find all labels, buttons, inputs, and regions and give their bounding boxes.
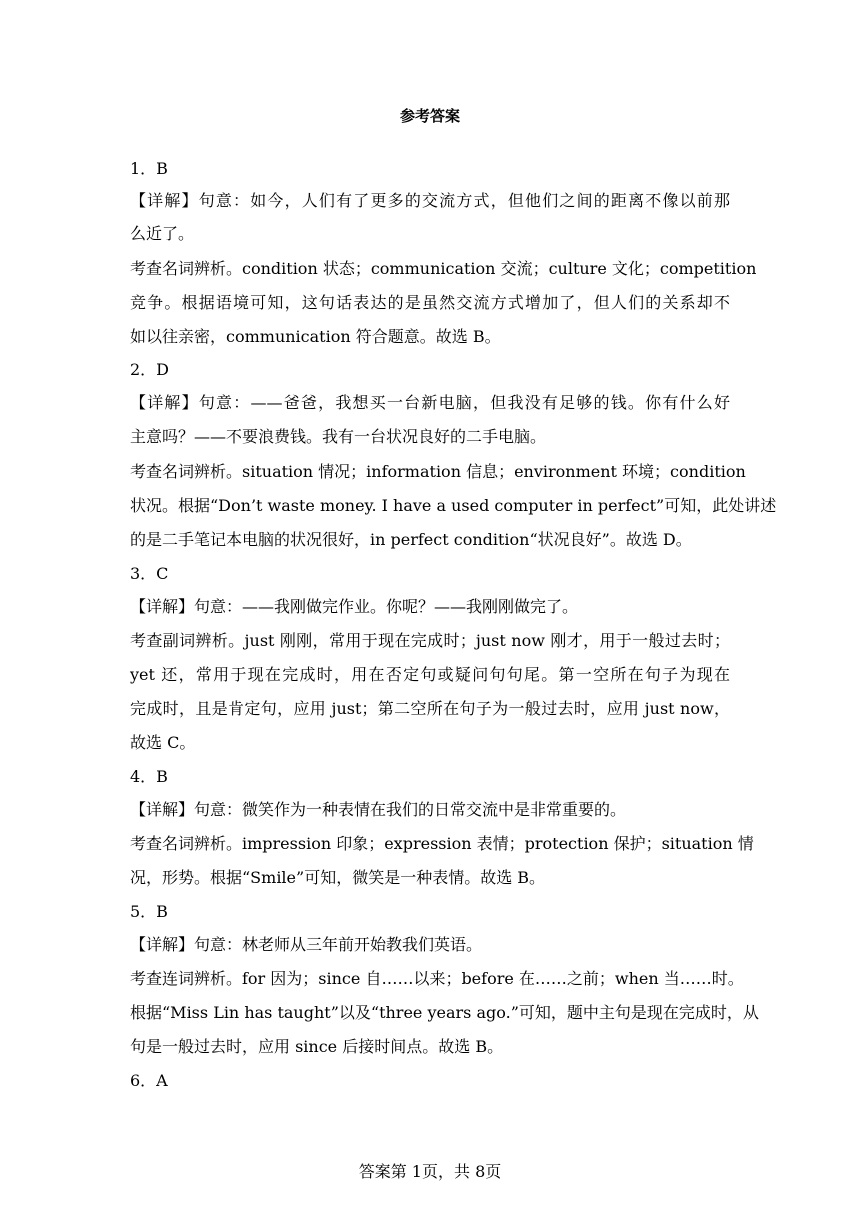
answer-number: 1．B — [130, 159, 168, 178]
answer-number: 3．C — [130, 564, 169, 583]
explanation-line: 考查名词辨析。condition 状态；communication 交流；culture 文化；competition — [130, 259, 757, 278]
explanation-line: 完成时，且是肯定句，应用 just；第二空所在句子为一般过去时，应用 just now， — [130, 699, 730, 718]
page-footer: 答案第 1页，共 8页 — [358, 1162, 502, 1181]
explanation-line: 根据“Miss Lin has taught”以及“three years ago.”可知，题中主句是现在完成时，从 — [130, 1003, 759, 1022]
explanation-line: 考查连词辨析。for 因为；since 自……以来；before 在……之前；when 当……时。 — [130, 969, 744, 988]
explanation-line: 故选 C。 — [130, 733, 196, 752]
explanation-line: 么近了。 — [130, 224, 195, 243]
explanation-line: 主意吗？——不要浪费钱。我有一台状况良好的二手电脑。 — [130, 427, 547, 446]
explanation-line: 的是二手笔记本电脑的状况很好，in perfect condition“状况良好”。故选 D。 — [130, 530, 692, 549]
answer-number: 4．B — [130, 767, 168, 786]
explanation-line: 状况。根据“Don’t waste money. I have a used computer in perfect”可知，此处讲述 — [130, 496, 777, 515]
explanation-line: 【详解】句意：微笑作为一种表情在我们的日常交流中是非常重要的。 — [130, 800, 627, 819]
explanation-line: 【详解】句意：——爸爸，我想买一台新电脑，但我没有足够的钱。你有什么好 — [130, 393, 730, 412]
explanation-line: 【详解】句意：如今，人们有了更多的交流方式，但他们之间的距离不像以前那 — [130, 191, 730, 210]
answer-number: 5．B — [130, 902, 168, 921]
explanation-line: 况，形势。根据“Smile”可知，微笑是一种表情。故选 B。 — [130, 868, 546, 887]
explanation-line: 【详解】句意：——我刚做完作业。你呢？——我刚刚做完了。 — [130, 597, 579, 616]
page-title: 参考答案 — [399, 107, 460, 125]
explanation-line: yet 还，常用于现在完成时，用在否定句或疑问句句尾。第一空所在句子为现在 — [130, 665, 730, 684]
answer-number: 6．A — [130, 1071, 168, 1090]
explanation-line: 竞争。根据语境可知，这句话表达的是虽然交流方式增加了，但人们的关系却不 — [130, 293, 730, 312]
answer-number: 2．D — [130, 360, 170, 379]
explanation-line: 考查副词辨析。just 刚刚，常用于现在完成时；just now 刚才，用于一般过去时； — [130, 631, 730, 650]
explanation-line: 句是一般过去时，应用 since 后接时间点。故选 B。 — [130, 1037, 504, 1056]
explanation-line: 如以往亲密，communication 符合题意。故选 B。 — [130, 327, 501, 346]
explanation-line: 【详解】句意：林老师从三年前开始教我们英语。 — [130, 935, 483, 954]
explanation-line: 考查名词辨析。situation 情况；information 信息；environment 环境；condition — [130, 462, 746, 481]
explanation-line: 考查名词辨析。impression 印象；expression 表情；protection 保护；situation 情 — [130, 834, 754, 853]
